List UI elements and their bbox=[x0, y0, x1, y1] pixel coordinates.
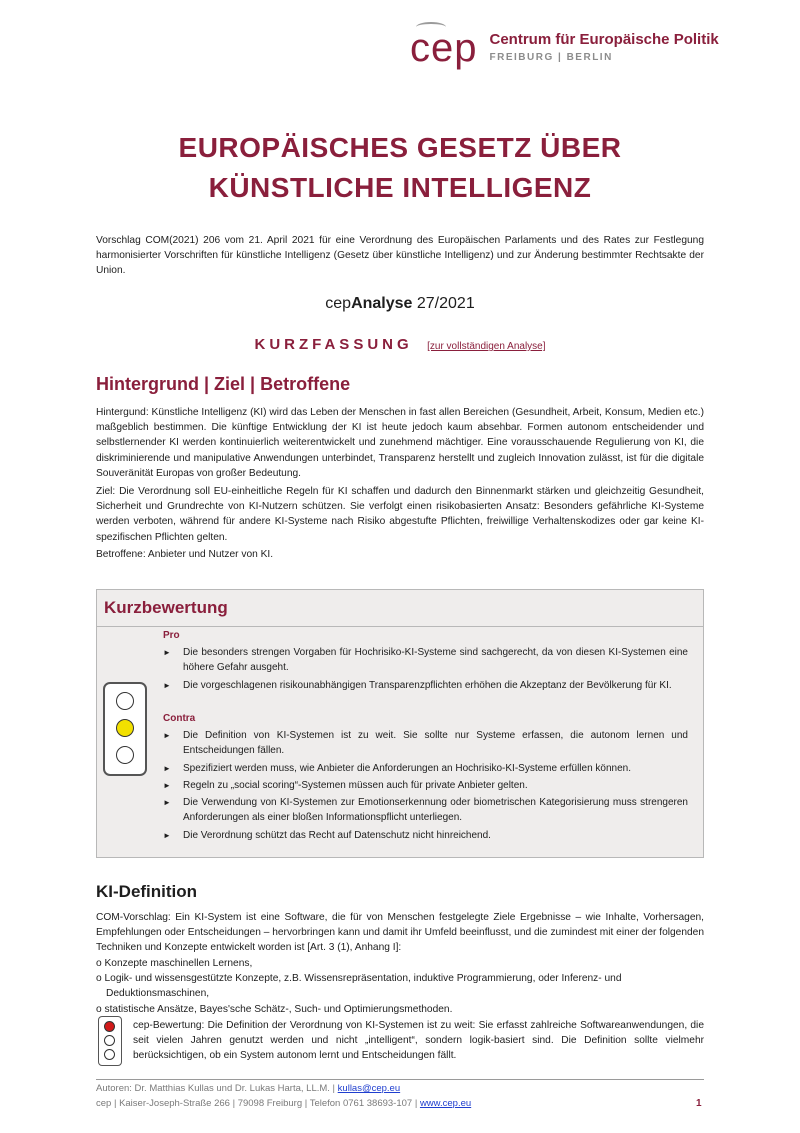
box-divider bbox=[97, 626, 703, 627]
contra-item: ► Die Verordnung schützt das Recht auf Datenschutz nicht hinreichend. bbox=[163, 828, 688, 843]
technique-item: o statistische Ansätze, Bayes'sche Schätz-, Such- und Optimierungsmethoden. bbox=[96, 1003, 453, 1015]
small-lamp-bottom bbox=[104, 1049, 115, 1060]
contra-item: ► Die Verwendung von KI-Systemen zur Emotionserkennung oder biometrischen Kategorisierung muss strengeren Anforderungen als einer bloßen Informationspflicht unterliegen. bbox=[163, 795, 688, 826]
website-link[interactable]: www.cep.eu bbox=[419, 1098, 472, 1109]
pro-item: ► Die besonders strengen Vorgaben für Hochrisiko-KI-Systeme sind sachgerecht, da von diesen KI-Systemen eine höhere Gefahr ausgeht. bbox=[163, 645, 688, 676]
authors-text: Autoren: Dr. Matthias Kullas und Dr. Lukas Harta, LL.M. | bbox=[96, 1083, 338, 1094]
logo-subtitle: FREIBURG | BERLIN bbox=[489, 52, 613, 63]
paragraph-hintergrund: Hintergund: Künstliche Intelligenz (KI) wird das Leben der Menschen in fast allen Bereichen (Gesundheit, Arbeit, Konsum, Medien etc.) maßgeblich bestimmen. Die künftige Entwicklung der KI ist heute jedoch kaum absehbar. Formen autonom entscheidender und selbstlernender KI werden kontinuierlich weiterentwickelt und zunehmend mächtiger. Eine vorausschauende Regulierung von KI, die diskriminierende und manipulative Anwendungen unterbindet, Transparenz herstellt und zugleich Innovation zulässt, ist für die digitale Souveränität Europas von großer Bedeutung. bbox=[96, 407, 704, 479]
cep-evaluation: cep-Bewertung: Die Definition der Verordnung von KI-Systemen ist zu weit: Sie erfasst zahlreiche Softwareanwendungen, die seit vielen Jahren genutzt werden und nicht „intelligent“, sondern logik-basiert sind. Die Definition sollte vielmehr berücksichtigen, ob ein System autonom lernt und Entscheidungen fällt. bbox=[133, 1020, 704, 1062]
analysis-prefix: cep bbox=[325, 295, 352, 312]
traffic-lamp-middle-yellow bbox=[116, 719, 134, 737]
traffic-lamp-bottom bbox=[116, 746, 134, 764]
technique-item: o Logik- und wissensgestützte Konzepte, z.B. Wissensrepräsentation, induktive Programmierung, oder Inferenz- und Deduktionsmaschinen, bbox=[96, 973, 622, 1000]
contra-list bbox=[163, 728, 688, 845]
traffic-light-icon bbox=[103, 682, 147, 776]
logo-text bbox=[490, 31, 719, 65]
section-heading-ki-definition: KI-Definition bbox=[96, 882, 198, 901]
kurzfassung-heading: KURZFASSUNG bbox=[254, 336, 413, 353]
paragraph-ziel: Ziel: Die Verordnung soll EU-einheitliche Regeln für KI schaffen und dadurch den Binnenmarkt stärken und gleichzeitig Gesundheit, Sicherheit und Grundrechte von KI-Nutzern schützen. Sie verfolgt einen risikobasierten Ansatz: Besonders gefährliche KI-Systeme werden verboten, während für andere KI-Systeme nach Risiko abgestufte Pflichten, freiwillige Verhaltenskodizes oder gar keine KI-spezifischen Pflichten gelten. bbox=[96, 486, 704, 543]
pro-list bbox=[163, 645, 688, 695]
technique-item: o Konzepte maschinellen Lernens, bbox=[96, 958, 253, 969]
document-title bbox=[0, 128, 800, 208]
full-analysis-link[interactable]: [zur vollständigen Analyse] bbox=[427, 341, 546, 352]
kurzbewertung-heading: Kurzbewertung bbox=[104, 598, 228, 617]
contra-item: ► Spezifiziert werden muss, wie Anbieter die Anforderungen an Hochrisiko-KI-Systeme erfüllen können. bbox=[163, 761, 688, 776]
pro-label: Pro bbox=[163, 630, 180, 641]
small-traffic-light-icon bbox=[98, 1016, 122, 1066]
pro-item: ► Die vorgeschlagenen risikounabhängigen Transparenzpflichten erhöhen die Akzeptanz der Bevölkerung für KI. bbox=[163, 678, 688, 693]
traffic-lamp-top bbox=[116, 692, 134, 710]
footer-divider bbox=[96, 1079, 704, 1080]
paragraph-com-vorschlag: COM-Vorschlag: Ein KI-System ist eine Software, die für von Menschen festgelegte Ziele Ergebnisse – wie Inhalte, Vorhersagen, Empfehlungen oder Entscheidungen – hervorbringen kann und damit ihr Umfeld beeinflusst, und die zumindest mit einer der folgenden Techniken und Konzepte entwickelt worden ist [Art. 3 (1), Anhang I]: bbox=[96, 912, 704, 954]
section-heading-background: Hintergrund | Ziel | Betroffene bbox=[96, 374, 351, 394]
small-lamp-middle bbox=[104, 1035, 115, 1046]
footer-authors bbox=[96, 1083, 400, 1094]
analysis-main: Analyse bbox=[351, 295, 413, 312]
technique-list bbox=[96, 956, 704, 1017]
email-link[interactable]: kullas@cep.eu bbox=[337, 1083, 401, 1094]
title-line-1: EUROPÄISCHES GESETZ ÜBER bbox=[178, 132, 622, 163]
proposal-intro: Vorschlag COM(2021) 206 vom 21. April 2021 für eine Verordnung des Europäischen Parlaments und des Rates zur Festlegung harmonisierter Vorschriften für künstliche Intelligenz (Gesetz über künstliche Intelligenz) und zur Änderung bestimmter Rechtsakte der Union. bbox=[96, 235, 704, 276]
title-line-2: KÜNSTLICHE INTELLIGENZ bbox=[208, 172, 592, 203]
address-text: cep | Kaiser-Joseph-Straße 266 | 79098 Freiburg | Telefon 0761 38693-107 | bbox=[96, 1098, 420, 1109]
small-lamp-top-red bbox=[104, 1021, 115, 1032]
kurzfassung-header bbox=[0, 336, 800, 354]
logo-swoosh-icon bbox=[416, 22, 446, 32]
paragraph-betroffene: Betroffene: Anbieter und Nutzer von KI. bbox=[96, 549, 274, 560]
analysis-id: 27/2021 bbox=[412, 295, 475, 312]
cep-logo[interactable] bbox=[410, 28, 719, 68]
contra-item: ► Die Definition von KI-Systemen ist zu weit. Sie sollte nur Systeme erfassen, die autonom lernen und Entscheidungen fällen. bbox=[163, 728, 688, 759]
analysis-number bbox=[0, 295, 800, 313]
footer-address bbox=[96, 1098, 471, 1109]
contra-item: ► Regeln zu „social scoring“-Systemen müssen auch für private Anbieter gelten. bbox=[163, 778, 688, 793]
page-number: 1 bbox=[696, 1098, 702, 1109]
contra-label: Contra bbox=[163, 713, 196, 724]
logo-mark bbox=[410, 28, 478, 68]
logo-name: Centrum für Europäische Politik bbox=[489, 31, 719, 48]
logo-mark-text: cep bbox=[410, 26, 478, 70]
